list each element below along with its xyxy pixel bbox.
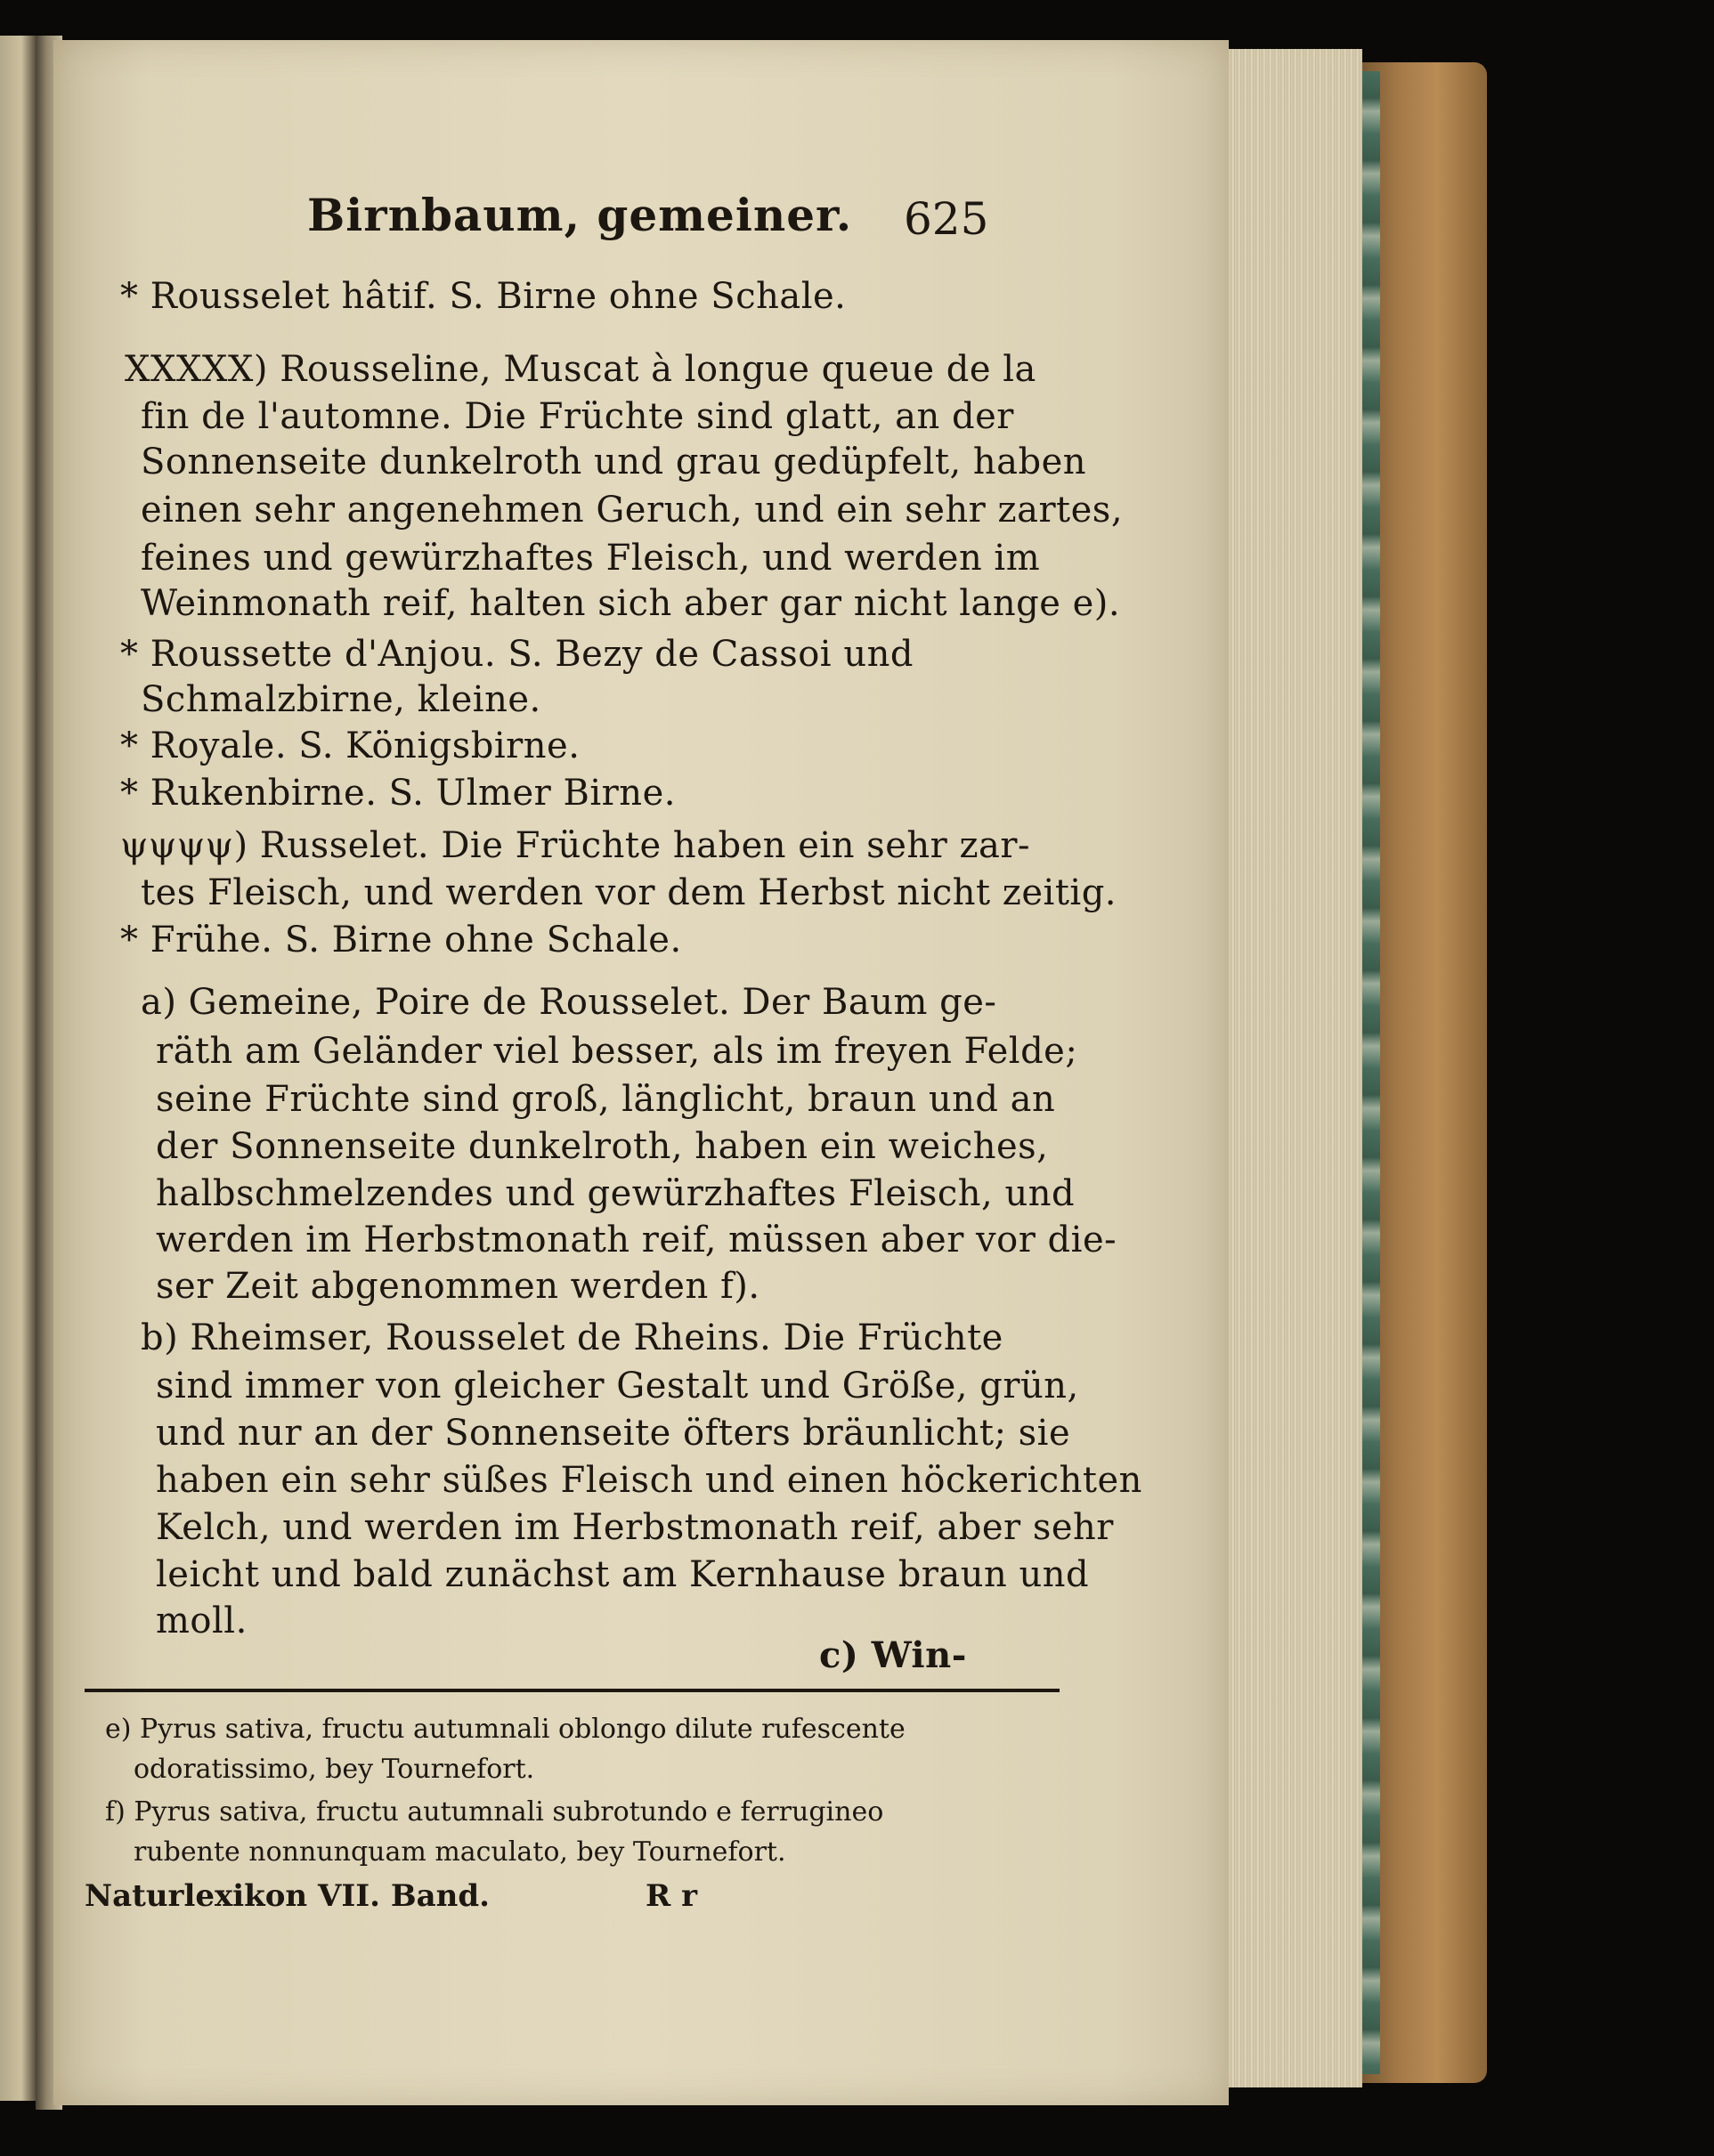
body-line: * Roussette d'Anjou. S. Bezy de Cassoi und: [120, 634, 914, 675]
body-line: der Sonnenseite dunkelroth, haben ein weiches,: [156, 1126, 1049, 1167]
body-line: und nur an der Sonnenseite öfters bräunlicht; sie: [156, 1413, 1071, 1454]
catchword: c) Win-: [819, 1634, 967, 1676]
footnote-line: e) Pyrus sativa, fructu autumnali oblongo dilute rufescente: [105, 1714, 906, 1745]
facing-page-edge: [0, 36, 36, 2101]
signature-mark: R r: [646, 1878, 698, 1914]
body-line: seine Früchte sind groß, länglicht, braun und an: [156, 1079, 1056, 1120]
body-line: XXXXX) Rousseline, Muscat à longue queue de la: [125, 349, 1036, 390]
page-number: 625: [904, 193, 989, 245]
body-line: leicht und bald zunächst am Kernhause braun und: [156, 1554, 1090, 1595]
signature-title: Naturlexikon VII. Band.: [85, 1878, 490, 1914]
body-line: b) Rheimser, Rousselet de Rheins. Die Früchte: [141, 1317, 1003, 1358]
body-line: * Rukenbirne. S. Ulmer Birne.: [120, 773, 676, 814]
body-line: einen sehr angenehmen Geruch, und ein sehr zartes,: [141, 490, 1124, 531]
body-line: fin de l'automne. Die Früchte sind glatt, an der: [141, 396, 1014, 437]
cover-marbled-edge: [1362, 71, 1380, 2074]
body-line: tes Fleisch, und werden vor dem Herbst nicht zeitig.: [141, 872, 1117, 913]
body-line: feines und gewürzhaftes Fleisch, und werden im: [141, 538, 1041, 579]
body-line: * Rousselet hâtif. S. Birne ohne Schale.: [120, 276, 847, 317]
footnote-line: f) Pyrus sativa, fructu autumnali subrotundo e ferrugineo: [105, 1796, 884, 1828]
body-line: * Frühe. S. Birne ohne Schale.: [120, 920, 682, 960]
body-line: halbschmelzendes und gewürzhaftes Fleisch, und: [156, 1173, 1076, 1214]
body-line: Sonnenseite dunkelroth und grau gedüpfelt, haben: [141, 442, 1087, 482]
body-line: Kelch, und werden im Herbstmonath reif, aber sehr: [156, 1507, 1114, 1548]
body-line: sind immer von gleicher Gestalt und Größe, grün,: [156, 1366, 1079, 1406]
running-title: Birnbaum, gemeiner.: [307, 189, 853, 241]
body-line: räth am Geländer viel besser, als im freyen Felde;: [156, 1031, 1078, 1072]
body-line: * Royale. S. Königsbirne.: [120, 725, 581, 766]
body-line: ψψψψ) Russelet. Die Früchte haben ein sehr zar-: [120, 825, 1031, 866]
body-line: haben ein sehr süßes Fleisch und einen höckerichten: [156, 1460, 1142, 1501]
footnote-line: rubente nonnunquam maculato, bey Tournefort.: [134, 1836, 786, 1868]
page-edges: [1229, 49, 1362, 2087]
book-cover: [1362, 62, 1487, 2083]
footnote-rule: [85, 1689, 1060, 1692]
body-line: ser Zeit abgenommen werden f).: [156, 1266, 760, 1307]
body-line: Schmalzbirne, kleine.: [141, 679, 541, 720]
body-line: werden im Herbstmonath reif, müssen aber vor die-: [156, 1220, 1117, 1260]
body-line: Weinmonath reif, halten sich aber gar nicht lange e).: [141, 583, 1121, 624]
footnote-line: odoratissimo, bey Tournefort.: [134, 1754, 535, 1785]
body-line: moll.: [156, 1601, 248, 1641]
body-line: a) Gemeine, Poire de Rousselet. Der Baum ge-: [141, 982, 997, 1023]
